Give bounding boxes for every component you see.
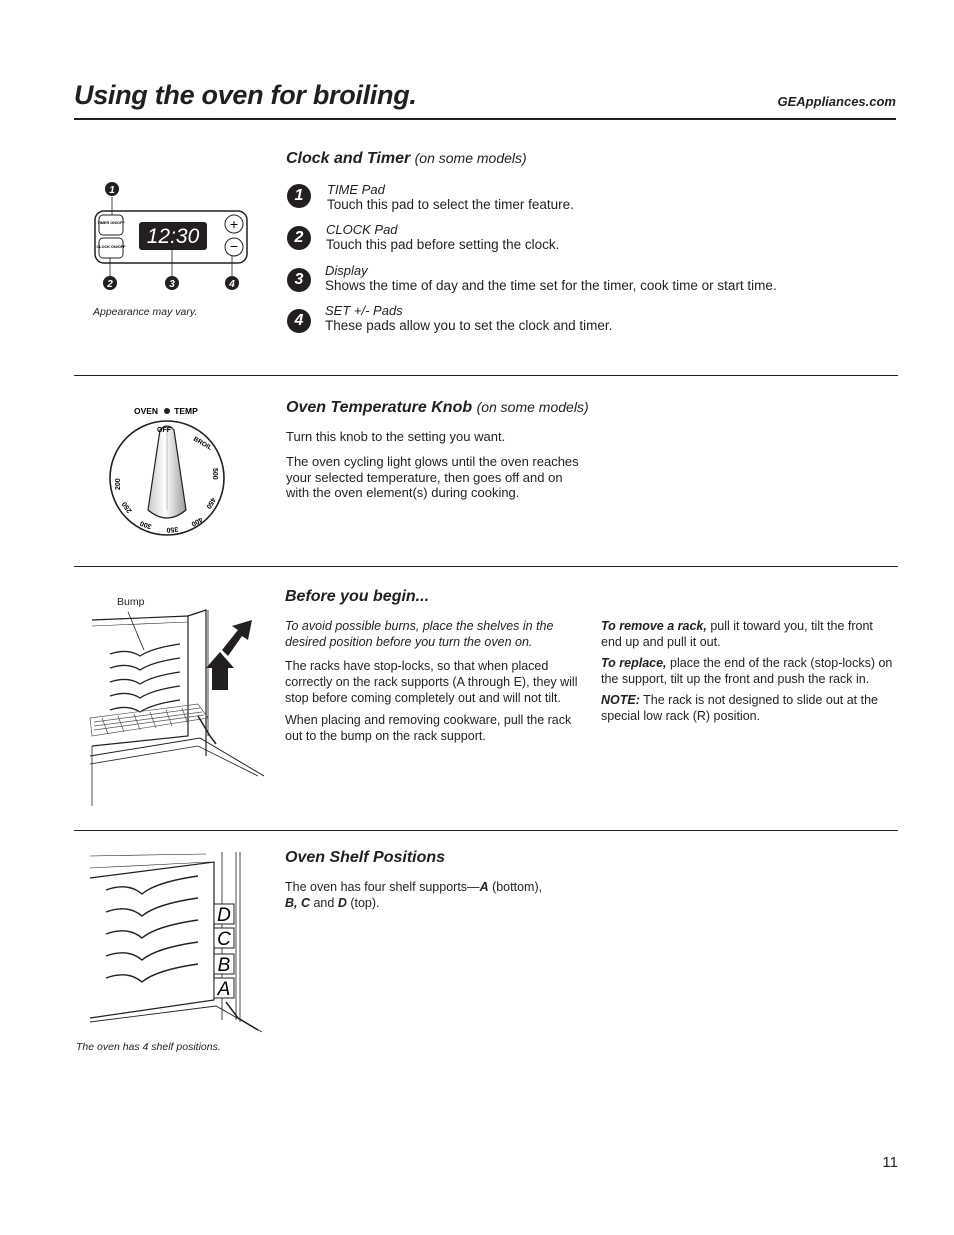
page-number: 11 [882,1154,898,1171]
svg-text:4: 4 [229,279,235,290]
knob-para-1: Turn this knob to the setting you want. [286,429,506,444]
dial-200: 200 [115,478,122,490]
dial-450: 450 [204,496,217,510]
clock-pad-label: CLOCK ON/OFF [96,245,126,249]
clock-item-1 [327,182,574,213]
knob-para-2: The oven cycling light glows until the oven reaches your selected temperature, then goes off and on with the oven element(s) during cooking. [286,454,579,500]
shelf-text: The oven has four shelf supports—A (bottom), B, C and D (top). [285,880,543,910]
website-url: GEAppliances.com [777,94,896,109]
dial-250: 250 [121,500,134,514]
clock-item-2 [326,222,559,253]
dial-broil: BROIL [192,435,214,452]
item-badge-2: 2 [287,226,311,250]
shelf-letter-d: D [217,905,231,926]
tilt-arrow [222,620,252,656]
svg-text:2: 2 [107,279,113,290]
set-pads-desc: These pads allow you to set the clock and timer. [325,318,613,333]
dial-350: 350 [166,525,179,533]
time-pad-label: TIME Pad [327,182,385,197]
rack-para-1: The racks have stop-locks, so that when placed correctly on the rack supports (A through E), they will stop before coming completely out and will not tilt. [285,659,578,705]
dial-off: OFF [157,427,171,434]
svg-text:3: 3 [169,279,175,290]
knob-heading: Oven Temperature Knob (on some models) [286,399,589,416]
oven-temp-knob-illustration [100,400,235,540]
clock-pad-desc: Touch this pad before setting the clock. [326,237,560,252]
item-badge-3: 3 [287,268,311,292]
clock-caption: Appearance may vary. [93,306,198,318]
svg-text:1: 1 [109,185,115,196]
clock-item-4 [325,303,612,334]
item-badge-1: 1 [287,184,311,208]
timer-pad [99,215,123,235]
display-value: 12:30 [146,225,200,248]
svg-text:+: + [229,216,239,232]
dial-500: 500 [211,468,218,480]
section-divider-1 [74,375,898,376]
shelf-heading: Oven Shelf Positions [285,849,446,866]
dial-300: 300 [139,519,153,530]
rack-heading: Before you begin... [285,588,430,605]
rack-removal-illustration [88,606,264,806]
item-badge-4: 4 [287,309,311,333]
timer-pad-label: TIMER ON/OFF [97,221,125,225]
svg-text:−: − [229,238,239,254]
shelf-letter-b: B [217,955,231,976]
knob-label-oven: OVEN [133,406,159,416]
section-divider-2 [74,566,898,567]
display-desc: Shows the time of day and the time set for the timer, cook time or start time. [325,278,777,293]
clock-pad-label-text: CLOCK Pad [326,222,398,237]
knob-label-temp: TEMP [174,406,198,416]
header-divider [74,118,896,120]
clock-heading: Clock and Timer (on some models) [286,150,527,167]
rack-para-2: When placing and removing cookware, pull the rack out to the bump on the rack support. [285,713,572,743]
shelf-positions-illustration [86,850,262,1036]
set-pads-label: SET +/- Pads [325,303,403,318]
rack-remove: To remove a rack, pull it toward you, tilt the front end up and pull it out. [601,619,873,649]
time-pad-desc: Touch this pad to select the timer feature. [327,197,574,212]
rack-note: NOTE: The rack is not designed to slide out at the special low rack (R) position. [601,693,879,723]
clock-item-3 [325,263,777,294]
rack-warning: To avoid possible burns, place the shelves in the desired position before you turn the oven on. [285,619,554,649]
shelf-letter-a: A [217,979,231,1000]
indicator-light [164,408,170,414]
clock-control-panel-illustration [88,178,258,292]
shelf-caption: The oven has 4 shelf positions. [76,1041,221,1053]
display-label: Display [325,263,368,278]
shelf-letter-c: C [217,929,231,950]
dial-400: 400 [189,515,204,528]
page-title: Using the oven for broiling. [74,80,417,110]
section-divider-3 [74,830,898,831]
rack-replace: To replace, place the end of the rack (stop-locks) on the support, tilt up the front and push the rack in. [601,656,893,686]
bump-label: Bump [117,596,145,608]
pull-arrow [206,652,234,690]
